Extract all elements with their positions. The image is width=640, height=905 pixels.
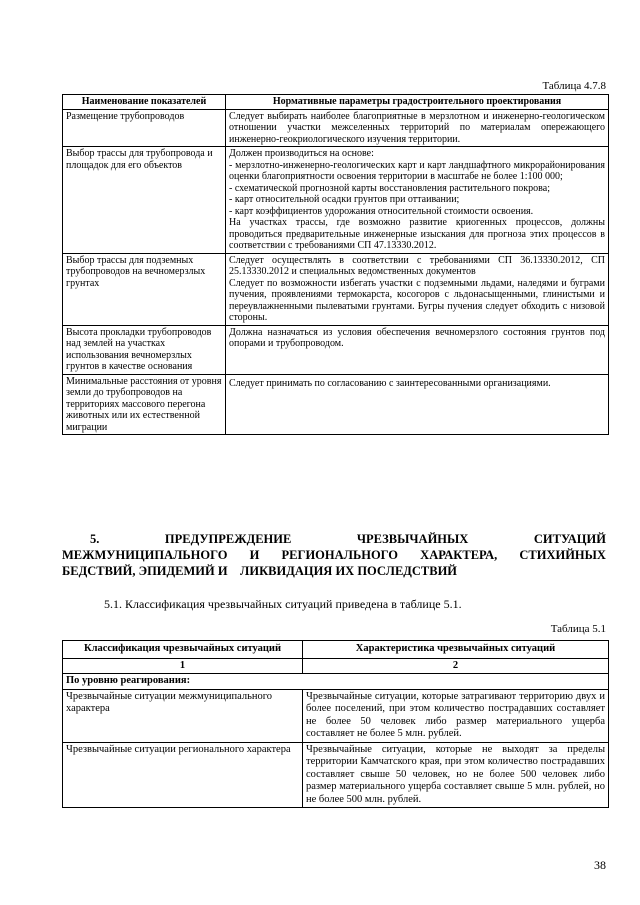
- table-header-row: [63, 95, 609, 110]
- heading-word: 5.: [90, 532, 100, 546]
- indicator-name: Минимальные расстояния от уровня земли до трубопроводов на территориях массового перегона животных или их естественной миграции: [63, 374, 226, 435]
- heading-word: СИТУАЦИЙ: [533, 532, 606, 546]
- column-header: Нормативные параметры градостроительного проектирования: [226, 95, 609, 110]
- classification-name: Чрезвычайные ситуации межмуниципального характера: [63, 689, 303, 742]
- column-header: Классификация чрезвычайных ситуаций: [63, 641, 303, 659]
- heading-word: ПРЕДУПРЕЖДЕНИЕ: [164, 532, 292, 546]
- paragraph: На участках трассы, где возможно развитие криогенных процессов, должны проводиться предварительные инженерные изыскания для прогноза этих процессов в соответствии с требованиями СП 47.13330.2012.: [229, 217, 605, 251]
- group-row: [63, 674, 609, 690]
- list-item: - мерзлотно-инженерно-геологических карт и карт ландшафтного микрорайонирования оценки благоприятности освоения территории в масштабе не более 1:100 000;: [229, 159, 605, 182]
- column-number: 1: [63, 658, 303, 674]
- column-header: Характеристика чрезвычайных ситуаций: [303, 641, 609, 659]
- indicator-name: Высота прокладки трубопроводов над землей на участках использования вечномерзлых грунтов в качестве основания: [63, 325, 226, 374]
- paragraph: Следует по возможности избегать участки с подземными льдами, наледями и буграми пучения, проявлениями термокарста, косогоров с льдонасыщенными, глинистыми и переувлажненными пылеватыми грунтами. Бугры пучения следует обходить с низовой стороны.: [229, 277, 605, 323]
- heading-word: СТИХИЙНЫХ: [519, 548, 606, 562]
- intro-paragraph: 5.1. Классификация чрезвычайных ситуаций приведена в таблице 5.1.: [104, 597, 462, 611]
- column-header: Наименование показателей: [63, 95, 226, 110]
- section-heading: [62, 531, 606, 579]
- classification-name: Чрезвычайные ситуации регионального характера: [63, 742, 303, 808]
- indicator-name: Выбор трассы для трубопровода и площадок для его объектов: [63, 147, 226, 254]
- indicator-name: Размещение трубопроводов: [63, 109, 226, 147]
- list-item: - карт коэффициентов удорожания относительной стоимости освоения.: [229, 205, 534, 217]
- heading-word: РЕГИОНАЛЬНОГО: [281, 548, 399, 562]
- heading-word: ЧРЕЗВЫЧАЙНЫХ: [356, 532, 469, 546]
- table-caption-5-1: Таблица 5.1: [550, 623, 606, 635]
- list-item: - карт относительной осадки грунтов при оттаивании;: [229, 194, 460, 205]
- indicator-text: [226, 147, 609, 254]
- column-number-row: [63, 658, 609, 674]
- table-row: [63, 742, 609, 808]
- classification-text: Чрезвычайные ситуации, которые затрагивают территорию двух и более поселений, при этом количество пострадавших составляет не более 50 человек либо размер материального ущерба составляет не более 5 млн. рублей.: [303, 689, 609, 742]
- indicator-text: Следует выбирать наиболее благоприятные в мерзлотном и инженерно-геологическом отношении участки межселенных территорий по материалам опережающего инженерно-геокриологического изучения территории.: [226, 109, 609, 147]
- table-row: [63, 689, 609, 742]
- table-4-7-8: [62, 94, 609, 435]
- table-header-row: [63, 641, 609, 659]
- column-number: 2: [303, 658, 609, 674]
- heading-line: [62, 531, 606, 547]
- heading-word: МЕЖМУНИЦИПАЛЬНОГО: [62, 548, 228, 562]
- paragraph: Должен производиться на основе:: [229, 148, 374, 159]
- indicator-text: Должна назначаться из условия обеспечения вечномерзлого состояния грунтов под опорами и трубопроводом.: [226, 325, 609, 374]
- classification-text: Чрезвычайные ситуации, которые не выходят за пределы территории Камчатского края, при этом количество пострадавших составляет свыше 50 человек, но не более 500 человек либо размер материального ущерба составляет свыше 5 млн. рублей, но не более 500 млн. рублей.: [303, 742, 609, 808]
- table-row: [63, 147, 609, 254]
- list-item: - схематической прогнозной карты восстановления растительного покрова;: [229, 182, 550, 194]
- indicator-text: [226, 253, 609, 325]
- paragraph: Следует осуществлять в соответствии с требованиями СП 36.13330.2012, СП 25.13330.2012 и специальных ведомственных документов: [229, 254, 605, 277]
- group-label: По уровню реагирования:: [63, 674, 609, 690]
- table-caption-4-7-8: Таблица 4.7.8: [542, 80, 606, 92]
- heading-word: И: [249, 548, 260, 562]
- table-row: [63, 253, 609, 325]
- indicator-text: Следует принимать по согласованию с заинтересованными организациями.: [226, 374, 609, 435]
- table-row: [63, 325, 609, 374]
- heading-line: [62, 547, 606, 563]
- heading-line: БЕДСТВИЙ, ЭПИДЕМИЙ И ЛИКВИДАЦИЯ ИХ ПОСЛЕДСТВИЙ: [62, 564, 458, 578]
- table-row: [63, 109, 609, 147]
- table-5-1: [62, 640, 609, 808]
- page-number: 38: [594, 858, 606, 872]
- indicator-name: Выбор трассы для подземных трубопроводов на вечномерзлых грунтах: [63, 253, 226, 325]
- heading-word: ХАРАКТЕРА,: [420, 548, 498, 562]
- table-row: [63, 374, 609, 435]
